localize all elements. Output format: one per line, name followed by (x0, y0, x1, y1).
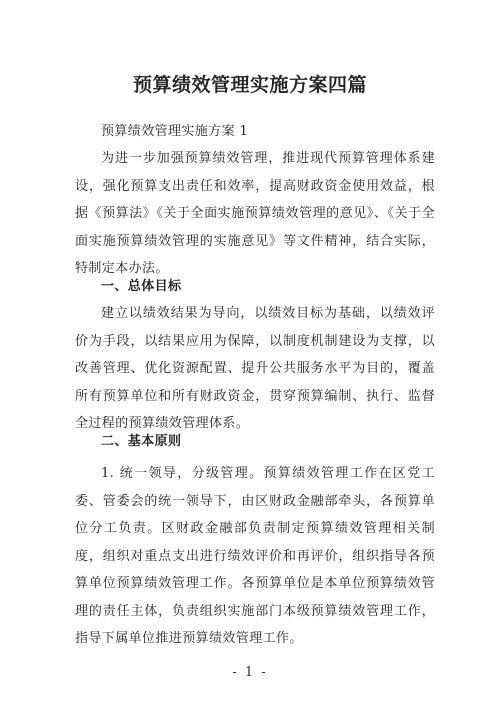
paragraph-intro: 为进一步加强预算绩效管理，推进现代预算管理体系建设，强化预算支出责任和效率，提高财政资金使用效益，根据《预算法》《关于全面实施预算绩效管理的意见》、《关于全面实施预算绩效管理的实施意见》等文件精神，结合实际，特制定本办法。 (75, 151, 435, 276)
heading-basic-principles: 二、基本原则 (101, 434, 182, 449)
section-subtitle: 预算绩效管理实施方案 1 (101, 124, 249, 139)
paragraph-principle-1: 1. 统一领导，分级管理。预算绩效管理工作在区党工委、管委会的统一领导下，由区财政金融部牵头，各预算单位分工负责。区财政金融部负责制定预算绩效管理相关制度，组织对重点支出进行绩效评价和再评价，组织指导各预算单位预算绩效管理工作。各预算单位是本单位预算绩效管理的责任主体，负责组织实施部门本级预算绩效管理工作，指导下属单位推进预算绩效管理工作。 (75, 466, 435, 646)
document-title: 预算绩效管理实施方案四篇 (132, 74, 367, 96)
page-number: - 1 - (232, 665, 268, 680)
paragraph-overall-goals: 建立以绩效结果为导向，以绩效目标为基础，以绩效评价为手段，以结果应用为保障，以制度机制建设为支撑，以改善管理、优化资源配置、提升公共服务水平为目的，覆盖所有预算单位和所有财政资金，贯穿预算编制、执行、监督全过程的预算绩效管理体系。 (75, 306, 435, 431)
heading-overall-goals: 一、总体目标 (101, 279, 182, 294)
